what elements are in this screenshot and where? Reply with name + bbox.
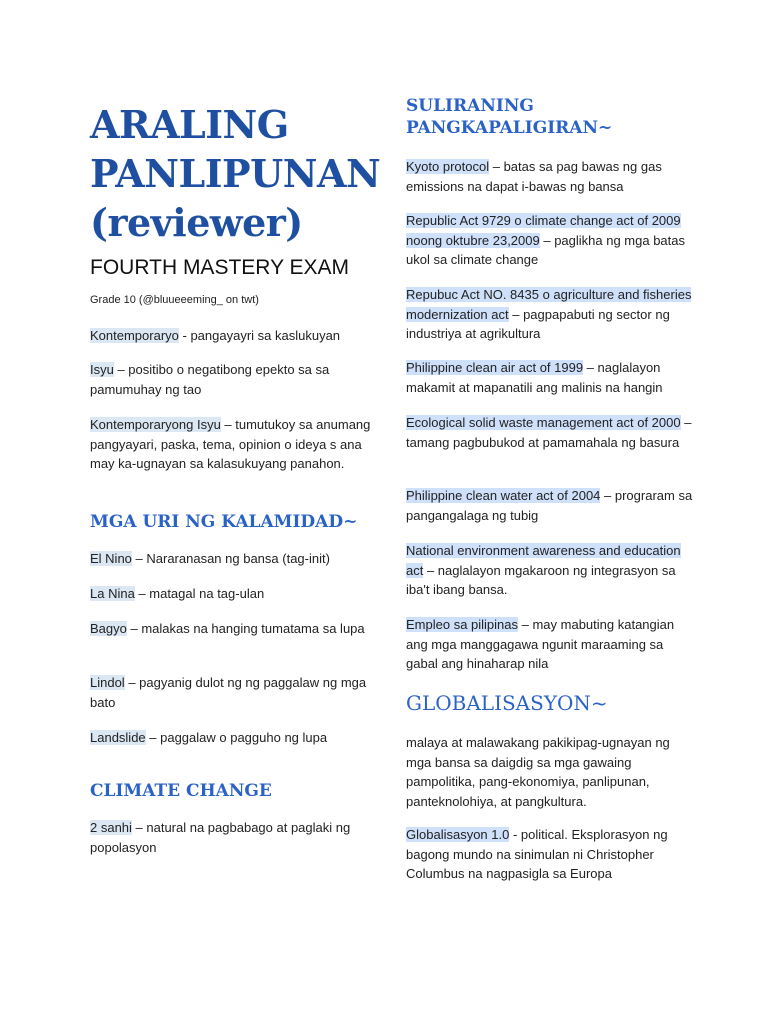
- definition-text: – naglalayon makamit at mapanatili ang malinis na hangin: [406, 360, 663, 395]
- definition-term: National environment awareness and education act: [406, 543, 681, 578]
- definition-term: Kontemporaryo: [90, 328, 179, 343]
- definition-entry: [406, 541, 698, 600]
- definition-term: Bagyo: [90, 621, 127, 636]
- definition-text: – Nararanasan ng bansa (tag-init): [131, 551, 330, 566]
- definition-text: – batas sa pag bawas ng gas emissions na dapat i-bawas ng bansa: [406, 159, 662, 194]
- definition-term: Globalisasyon 1.0: [406, 827, 510, 842]
- definition-term: Kontemporaryong Isyu: [90, 417, 221, 432]
- definition-text: – malakas na hanging tumatama sa lupa: [126, 621, 365, 636]
- definition-term: Republic Act 9729 o climate change act of 2009 noong oktubre 23,2009: [406, 213, 681, 248]
- definition-entry: [406, 825, 698, 884]
- definition-text: – tumutukoy sa anumang pangyayari, paska, tema, opinion o ideya s ana may ka-ugnayan sa kalasukuyang panahon.: [90, 417, 371, 472]
- definition-entry: [406, 413, 698, 452]
- definition-entry: [406, 157, 698, 196]
- definition-text: – may mabuting katangian ang mga manggagawa ngunit maraaming sa gabal ang hinaharap nila: [406, 617, 675, 672]
- section-heading-kalamidad: MGA URI NG KALAMIDAD~: [90, 512, 358, 532]
- definition-entry: [90, 326, 375, 346]
- definition-entry: [406, 615, 698, 674]
- definition-term: Lindol: [90, 675, 125, 690]
- section-heading-climate: CLIMATE CHANGE: [90, 781, 272, 801]
- paragraph: [406, 733, 698, 811]
- definition-text: – positibo o negatibong epekto sa sa pamumuhay ng tao: [90, 362, 330, 397]
- definition-entry: [90, 549, 375, 569]
- section-heading-suliranin: SULIRANING PANGKAPALIGIRAN~: [406, 96, 613, 138]
- definition-term: Philippine clean air act of 1999: [406, 360, 584, 375]
- definition-entry: [90, 818, 375, 857]
- definition-text: - political. Eksplorasyon ng bagong mundo na sinimulan ni Christopher Columbus na nagpasigla sa Europa: [406, 827, 668, 882]
- definition-term: Landslide: [90, 730, 146, 745]
- definition-term: Philippine clean water act of 2004: [406, 488, 601, 503]
- section-heading-globalisasyon: GLOBALISASYON~: [406, 691, 608, 715]
- definition-term: Repubuc Act NO. 8435 o agriculture and fisheries modernization act: [406, 287, 692, 322]
- definition-term: Isyu: [90, 362, 114, 377]
- definition-term: El Nino: [90, 551, 132, 566]
- definition-text: – paglikha ng mga batas ukol sa climate change: [406, 232, 686, 268]
- definition-entry: [406, 358, 698, 397]
- definition-entry: [90, 584, 375, 604]
- definition-text: - pangayayri sa kaslukuyan: [178, 328, 341, 343]
- definition-term: Kyoto protocol: [406, 159, 490, 174]
- definition-text: – pagyanig dulot ng ng paggalaw ng mga bato: [90, 675, 367, 710]
- document-title: ARALING PANLIPUNAN (reviewer): [90, 102, 381, 245]
- definition-text: – natural na pagbabago at paglaki ng popolasyon: [90, 820, 351, 855]
- definition-entry: [406, 285, 698, 344]
- definition-term: La Nina: [90, 586, 135, 601]
- definition-term: Ecological solid waste management act of 2000: [406, 415, 681, 430]
- definition-text: – tamang pagbubukod at pamamahala ng basura: [406, 415, 692, 450]
- definition-term: Empleo sa pilipinas: [406, 617, 519, 632]
- definition-entry: [406, 486, 698, 525]
- definition-entry: [90, 673, 375, 712]
- definition-text: – paggalaw o pagguho ng lupa: [145, 730, 328, 745]
- definition-entry: [90, 619, 375, 639]
- document-subtitle: FOURTH MASTERY EXAM: [90, 256, 350, 279]
- definition-entry: [90, 360, 375, 399]
- definition-entry: [90, 728, 375, 748]
- definition-text: – naglalayon mgakaroon ng integrasyon sa iba't ibang bansa.: [406, 562, 676, 598]
- definition-entry: [406, 211, 698, 270]
- definition-text: malaya at malawakang pakikipag-ugnayan ng mga bansa sa daigdig sa mga gawaing pampolitika, pang-ekonomiya, panlipunan, panteknolohiya, at pangkultura.: [406, 735, 670, 809]
- grade-credit: Grade 10 (@bluueeeming_ on twt): [90, 294, 259, 306]
- definition-entry: [90, 415, 375, 474]
- definition-term: 2 sanhi: [90, 820, 132, 835]
- definition-text: – pagpapabuti ng sector ng industriya at agrikultura: [406, 306, 670, 342]
- definition-text: – prograram sa pangangalaga ng tubig: [406, 488, 693, 523]
- definition-text: – matagal na tag-ulan: [134, 586, 265, 601]
